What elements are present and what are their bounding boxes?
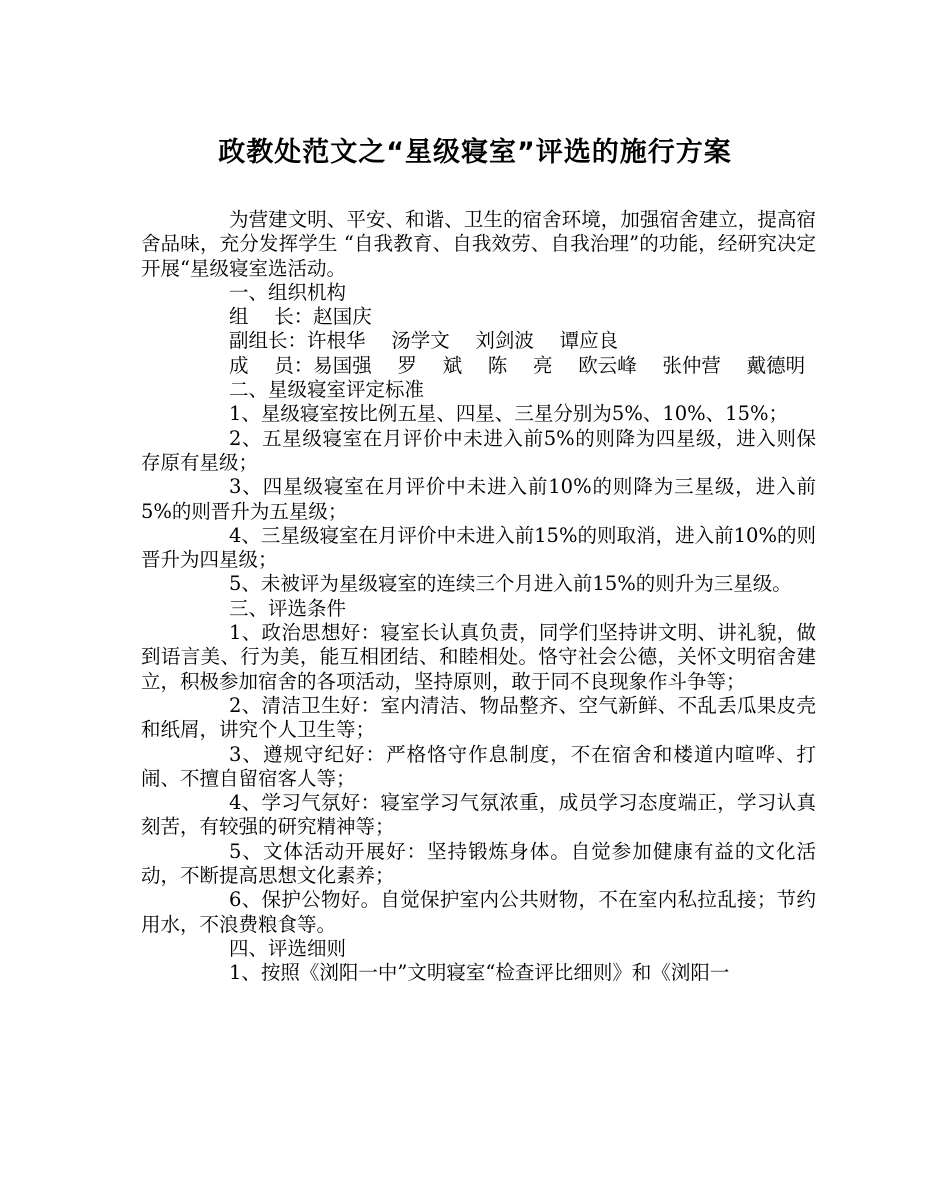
paragraph-criteria-3: 3、遵规守纪好：严格恪守作息制度，不在宿舍和楼道内喧哗、打闹、不擅自留宿客人等； bbox=[141, 742, 816, 790]
heading-criteria: 三、评选条件 bbox=[229, 596, 347, 620]
paragraph-criteria-1: 1、政治思想好：寝室长认真负责，同学们坚持讲文明、讲礼貌，做到语言美、行为美，能互相团结、和睦相处。恪守社会公德，关怀文明宿舍建立，积极参加宿舍的各项活动，坚持原则，敢于同不良现象作斗争等； bbox=[141, 621, 816, 693]
heading-organization: 一、组织机构 bbox=[229, 280, 347, 304]
paragraph-standard-1: 1、星级寝室按比例五星、四星、三星分别为5%、10%、15%； bbox=[229, 402, 789, 426]
paragraph-standard-4: 4、三星级寝室在月评价中未进入前15%的则取消，进入前10%的则晋升为四星级； bbox=[141, 523, 816, 572]
paragraph-deputy-leaders: 副组长：许根华 汤学文 刘剑波 谭应良 bbox=[229, 329, 619, 353]
heading-rules: 四、评选细则 bbox=[229, 936, 347, 960]
paragraph-standard-2: 2、五星级寝室在月评价中未进入前5%的则降为四星级，进入则保存原有星级； bbox=[141, 426, 816, 474]
heading-standards: 二、星级寝室评定标准 bbox=[229, 378, 425, 402]
paragraph-rules-1: 1、按照《浏阳一中”文明寝室“检查评比细则》和《浏阳一 bbox=[229, 961, 730, 985]
paragraph-standard-3: 3、四星级寝室在月评价中未进入前10%的则降为三星级，进入前5%的则晋升为五星级； bbox=[141, 475, 816, 523]
document-body bbox=[141, 208, 816, 986]
paragraph-intro: 为营建文明、平安、和谐、卫生的宿舍环境，加强宿舍建立，提高宿舍品味，充分发挥学生 “自我教育、自我效劳、自我治理”的功能，经研究决定开展“星级寝室选活动。 bbox=[141, 208, 816, 280]
paragraph-criteria-6: 6、保护公物好。自觉保护室内公共财物，不在室内私拉乱接；节约用水，不浪费粮食等。 bbox=[141, 888, 816, 936]
document-title: 政教处范文之“星级寝室”评选的施行方案 bbox=[218, 137, 732, 168]
paragraph-criteria-5: 5、文体活动开展好：坚持锻炼身体。自觉参加健康有益的文化活动，不断提高思想文化素养； bbox=[141, 839, 816, 888]
paragraph-standard-5: 5、未被评为星级寝室的连续三个月进入前15%的则升为三星级。 bbox=[229, 572, 792, 596]
paragraph-leader: 组 长：赵国庆 bbox=[229, 305, 372, 329]
paragraph-members: 成 员：易国强 罗 斌 陈 亮 欧云峰 张仲营 戴德明 bbox=[229, 353, 806, 377]
paragraph-criteria-4: 4、学习气氛好：寝室学习气氛浓重，成员学习态度端正，学习认真刻苦，有较强的研究精神等； bbox=[141, 791, 816, 839]
paragraph-criteria-2: 2、清洁卫生好：室内清洁、物品整齐、空气新鲜、不乱丢瓜果皮壳和纸屑，讲究个人卫生等； bbox=[141, 693, 816, 742]
